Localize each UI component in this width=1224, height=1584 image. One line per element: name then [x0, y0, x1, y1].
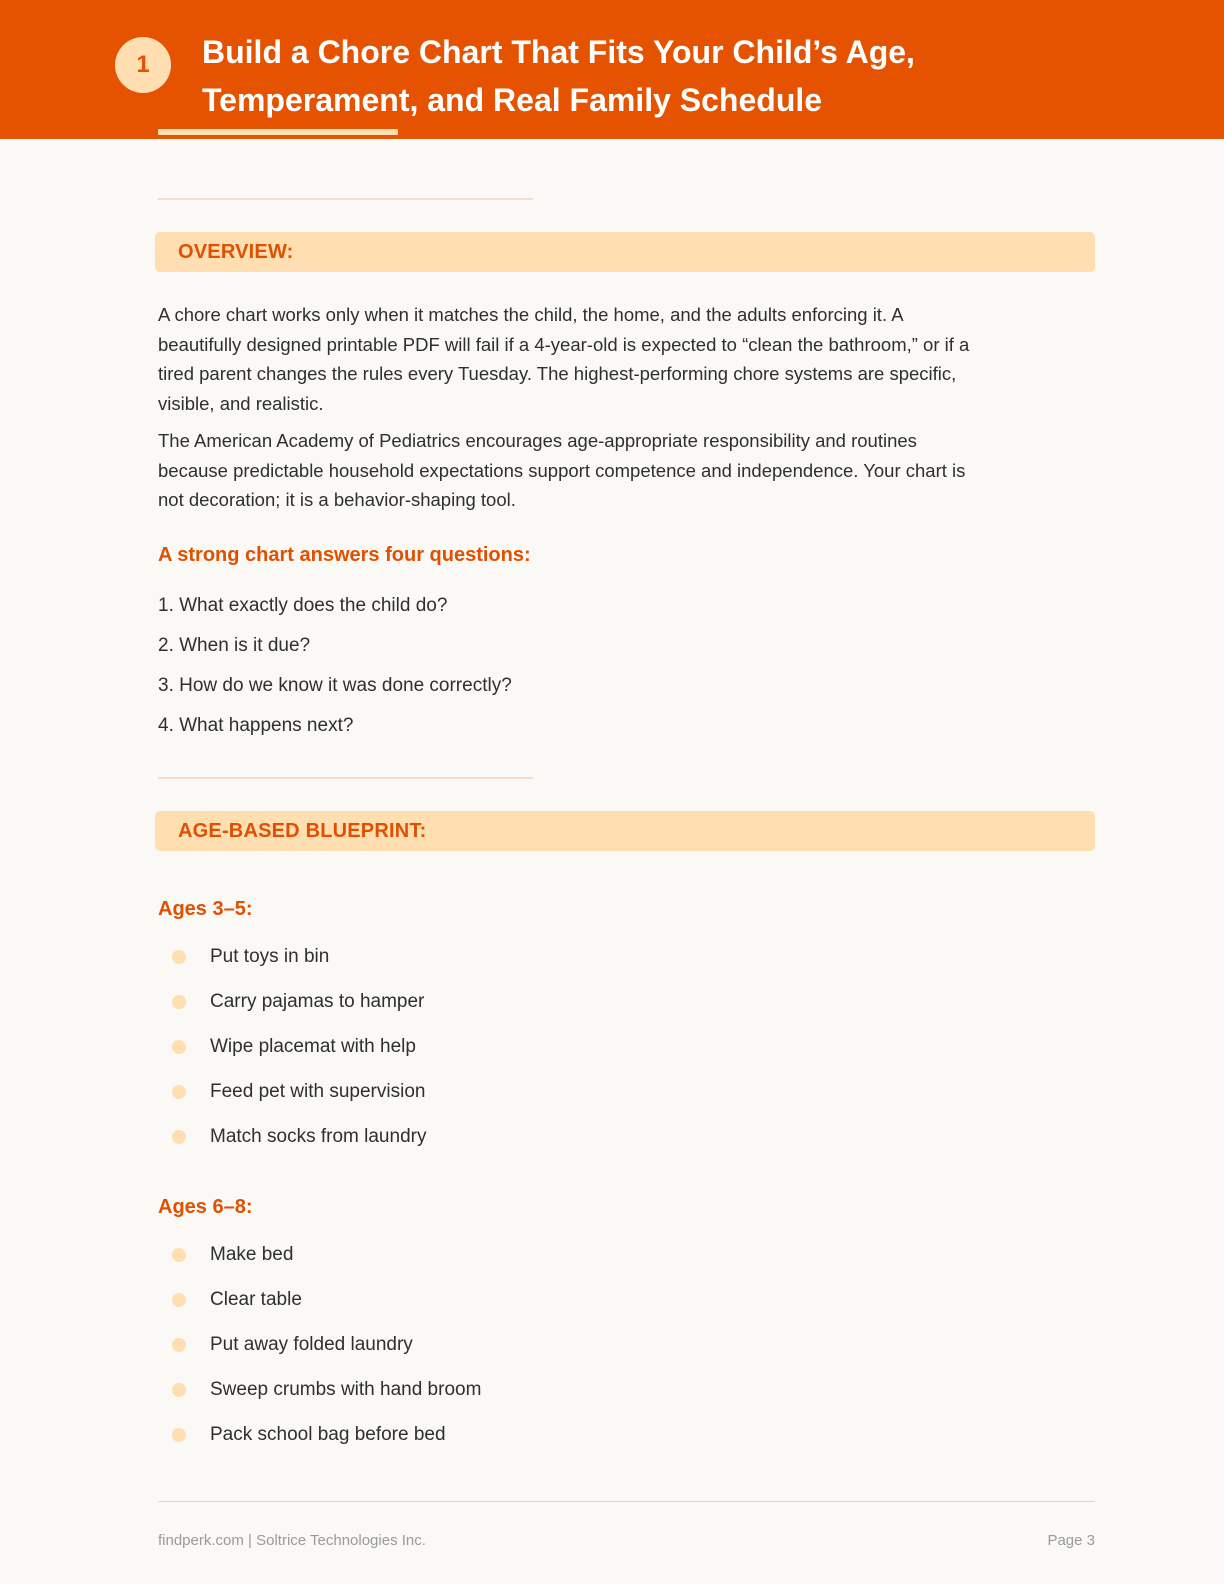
bullet-dot-icon — [172, 950, 186, 964]
list-item-text: Carry pajamas to hamper — [210, 991, 425, 1012]
bullet-dot-icon — [172, 1130, 186, 1144]
paragraph-line: tired parent changes the rules every Tuesday. The highest-performing chore systems are specific, — [158, 363, 957, 384]
list-item — [172, 1241, 481, 1286]
title-underline-accent — [158, 129, 398, 135]
list-item — [172, 943, 426, 988]
chapter-number-badge: 1 — [115, 37, 171, 93]
list-item-text: Pack school bag before bed — [210, 1424, 446, 1445]
list-item — [172, 1286, 481, 1331]
bullet-dot-icon — [172, 1248, 186, 1262]
list-item-text: Put away folded laundry — [210, 1334, 413, 1355]
chapter-header — [0, 0, 1224, 139]
list-item — [172, 1421, 481, 1466]
list-item — [172, 1376, 481, 1421]
list-item: 2. When is it due? — [158, 635, 311, 656]
questions-heading: A strong chart answers four questions: — [158, 544, 531, 566]
list-item — [172, 988, 426, 1033]
section-divider — [158, 777, 533, 779]
list-item — [172, 1331, 481, 1376]
list-item-text: Sweep crumbs with hand broom — [210, 1379, 482, 1400]
questions-list — [158, 592, 512, 752]
list-item — [172, 1078, 426, 1123]
overview-paragraph-1 — [158, 300, 1098, 418]
bullet-dot-icon — [172, 1040, 186, 1054]
bullet-dot-icon — [172, 1338, 186, 1352]
list-item-text: Match socks from laundry — [210, 1126, 427, 1147]
list-item-text: Put toys in bin — [210, 946, 330, 967]
bullet-dot-icon — [172, 1428, 186, 1442]
age-group-heading: Ages 6–8: — [158, 1196, 253, 1218]
paragraph-line: The American Academy of Pediatrics encourages age-appropriate responsibility and routines — [158, 430, 917, 451]
age-6-8-chore-list — [172, 1241, 481, 1466]
blueprint-heading: AGE-BASED BLUEPRINT: — [155, 811, 1095, 851]
overview-heading: OVERVIEW: — [155, 232, 1095, 272]
paragraph-line: not decoration; it is a behavior-shaping tool. — [158, 489, 516, 510]
footer-divider — [158, 1501, 1095, 1502]
list-item: 3. How do we know it was done correctly? — [158, 675, 512, 696]
list-item-text: Make bed — [210, 1244, 294, 1265]
age-group-heading: Ages 3–5: — [158, 898, 253, 920]
bullet-dot-icon — [172, 1085, 186, 1099]
page-number: Page 3 — [1047, 1532, 1095, 1549]
chapter-title — [202, 28, 1102, 124]
list-item-text: Feed pet with supervision — [210, 1081, 426, 1102]
chapter-title-line-2: Temperament, and Real Family Schedule — [202, 82, 823, 118]
list-item-text: Wipe placemat with help — [210, 1036, 416, 1057]
paragraph-line: because predictable household expectations support competence and independence. Your chart is — [158, 459, 966, 481]
bullet-dot-icon — [172, 1293, 186, 1307]
paragraph-line: visible, and realistic. — [158, 392, 324, 414]
chapter-title-line-1: Build a Chore Chart That Fits Your Child’s Age, — [202, 34, 915, 70]
paragraph-line: A chore chart works only when it matches the child, the home, and the adults enforcing it. A — [158, 304, 904, 325]
bullet-dot-icon — [172, 995, 186, 1009]
paragraph-line: beautifully designed printable PDF will fail if a 4-year-old is expected to “clean the bathroom,” or if a — [158, 333, 970, 355]
list-item: 4. What happens next? — [158, 715, 354, 736]
overview-paragraph-2 — [158, 426, 1098, 515]
section-divider — [158, 198, 533, 200]
list-item: 1. What exactly does the child do? — [158, 595, 448, 616]
list-item — [172, 1123, 426, 1168]
footer-source: findperk.com | Soltrice Technologies Inc. — [158, 1532, 426, 1549]
list-item-text: Clear table — [210, 1289, 302, 1310]
list-item — [172, 1033, 426, 1078]
bullet-dot-icon — [172, 1383, 186, 1397]
age-3-5-chore-list — [172, 943, 426, 1168]
